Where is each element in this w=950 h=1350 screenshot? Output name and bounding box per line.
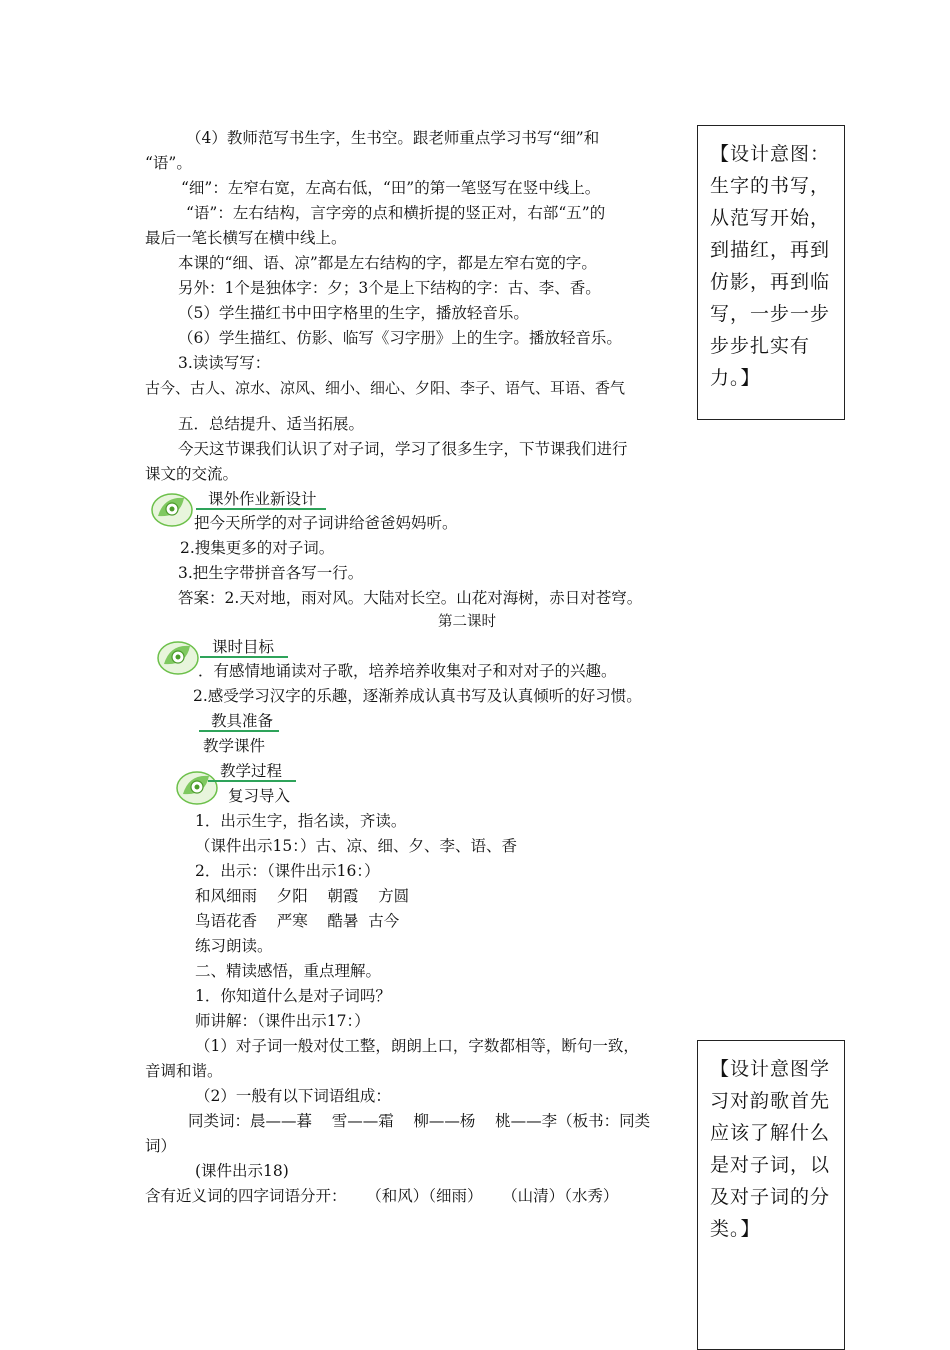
text-line: 今天这节课我们认识了对子词，学习了很多生字，下节课我们进行	[178, 440, 628, 458]
heading-underline	[200, 656, 288, 658]
heading-underline	[196, 508, 326, 510]
text-line: “语”。	[145, 154, 192, 172]
text-line: 古今、古人、凉水、凉风、细小、细心、夕阳、李子、语气、耳语、香气	[145, 379, 626, 397]
text-line: 另外：1个是独体字：夕；3个是上下结构的字：古、李、香。	[178, 279, 601, 297]
text-line: “细”：左窄右宽，左高右低，“田”的第一笔竖写在竖中线上。	[181, 179, 601, 197]
text-line: 鸟语花香 严寒 酷暑 古今	[195, 912, 400, 930]
text-line: （6）学生描红、仿影、临写《习字册》上的生字。播放轻音乐。	[178, 329, 622, 347]
text-line: 3.读读写写：	[178, 354, 271, 372]
text-line: 课文的交流。	[145, 465, 239, 483]
heading-underline	[208, 780, 296, 782]
heading-underline	[199, 730, 279, 732]
text-line: 师讲解：（课件出示17：）	[195, 1012, 370, 1030]
text-line: 2.搜集更多的对子词。	[180, 539, 335, 557]
design-intent-box: 【设计意图学习对韵歌首先应该了解什么是对子词，以及对子词的分类。】	[697, 1040, 845, 1350]
section-heading: 教学过程	[220, 762, 283, 780]
text-line: 答案：2.天对地，雨对风。大陆对长空。山花对海树，赤日对苍穹。	[178, 589, 643, 607]
text-line: 复习导入	[228, 787, 291, 805]
text-line: （5）学生描红书中田字格里的生字，播放轻音乐。	[178, 304, 529, 322]
text-line: 2．出示：（课件出示16：）	[195, 862, 380, 880]
text-line: 最后一笔长横写在横中线上。	[145, 229, 347, 247]
text-line: 1．出示生字，指名读，齐读。	[195, 812, 407, 830]
text-line: 二、精读感悟，重点理解。	[195, 962, 382, 980]
section-heading: 教具准备	[211, 712, 274, 730]
leaf-icon	[156, 638, 200, 676]
section-heading: 课时目标	[212, 638, 275, 656]
text-line: 音调和谐。	[145, 1062, 223, 1080]
text-line: 本课的“细、语、凉”都是左右结构的字，都是左窄右宽的字。	[178, 254, 597, 272]
text-line: 2.感受学习汉字的乐趣，逐渐养成认真书写及认真倾听的好习惯。	[193, 687, 642, 705]
text-line: ．有感情地诵读对子歌，培养培养收集对子和对对子的兴趣。	[198, 662, 617, 680]
text-line: 含有近义词的四字词语分开： （和风）（细雨） （山清）（水秀）	[145, 1187, 619, 1205]
text-line: “语”：左右结构，言字旁的点和横折提的竖正对，右部“五”的	[186, 204, 606, 222]
text-line: 词）	[145, 1137, 177, 1155]
text-line: 练习朗读。	[195, 937, 273, 955]
text-line: 1．你知道什么是对子词吗？	[195, 987, 391, 1005]
text-line: 教学课件	[203, 737, 266, 755]
section-heading: 课外作业新设计	[208, 490, 317, 508]
leaf-icon	[150, 490, 194, 528]
text-line: （4）教师范写书生字，生书空。跟老师重点学习书写“细”和	[186, 129, 600, 147]
text-line: （2）一般有以下词语组成：	[195, 1087, 391, 1105]
text-line: 把今天所学的对子词讲给爸爸妈妈听。	[194, 514, 458, 532]
text-line: 3.把生字带拼音各写一行。	[178, 564, 364, 582]
text-line: (课件出示18)	[195, 1162, 289, 1180]
text-line: 五．总结提升、适当拓展。	[178, 415, 365, 433]
design-intent-box: 【设计意图：生字的书写，从范写开始，到描红，再到仿影，再到临写，一步一步步步扎实有力。】	[697, 125, 845, 420]
lesson-title: 第二课时	[438, 614, 496, 630]
text-line: （课件出示15：）古、凉、细、夕、李、语、香	[195, 837, 517, 855]
text-line: 和风细雨 夕阳 朝霞 方圆	[195, 887, 410, 905]
text-line: 同类词：晨——暮 雪——霜 柳——杨 桃——李（板书：同类	[188, 1112, 651, 1130]
leaf-icon	[175, 768, 219, 806]
text-line: （1）对子词一般对仗工整，朗朗上口，字数都相等，断句一致，	[195, 1037, 639, 1055]
